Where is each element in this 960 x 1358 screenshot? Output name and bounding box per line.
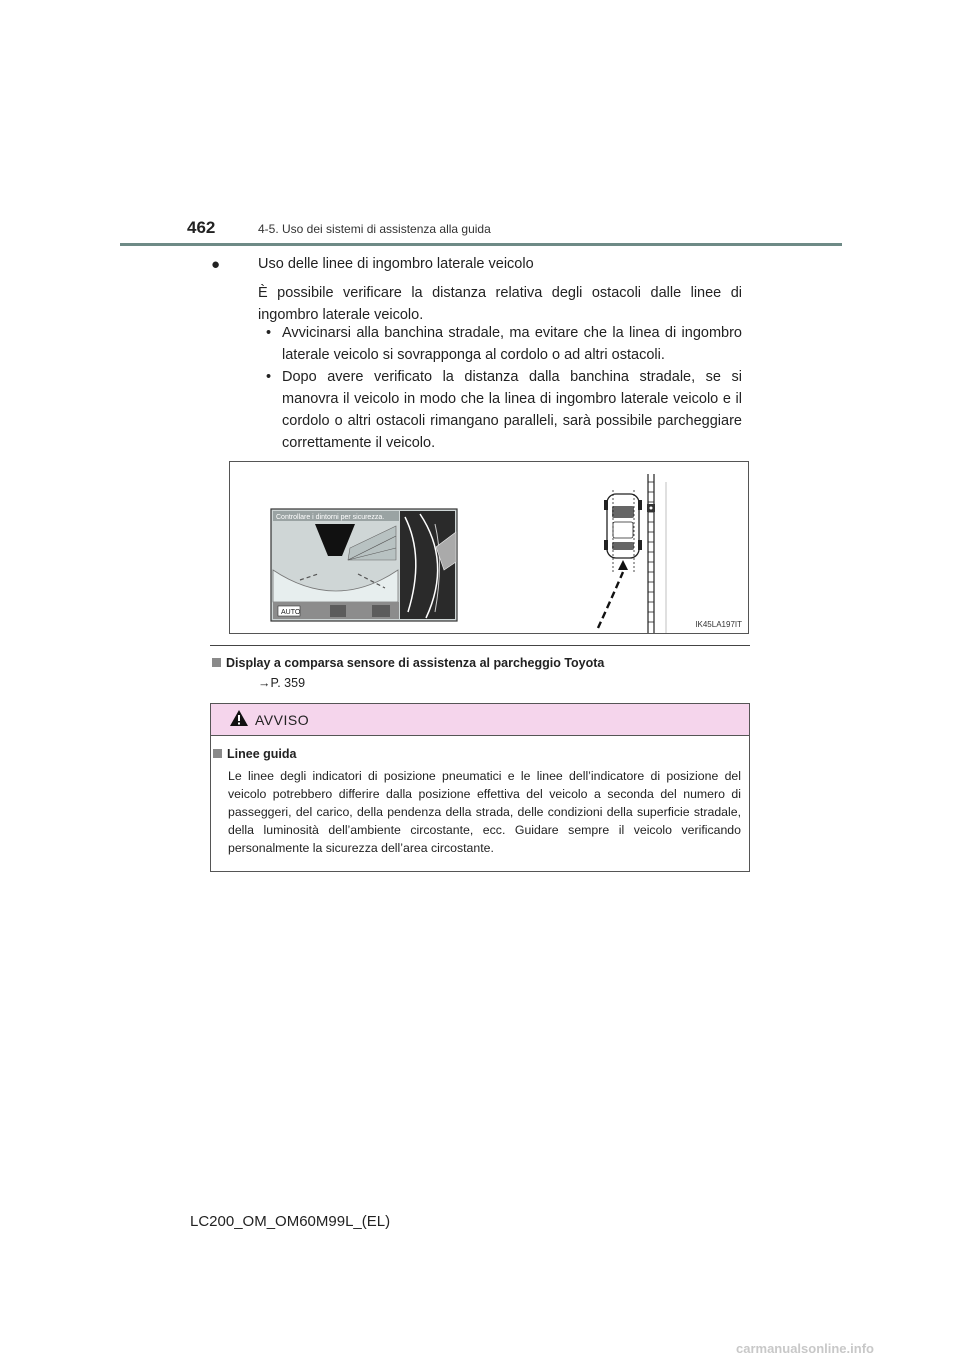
top-down-diagram (598, 474, 666, 633)
page-number: 462 (187, 218, 216, 237)
camera-screen-illustration (271, 509, 457, 621)
footer-watermark: carmanualsonline.info (736, 1341, 874, 1356)
screen-auto-label: AUTO (281, 609, 301, 616)
separator-rule (210, 645, 750, 646)
sub-bullet-text: Dopo avere verificato la distanza dalla banchina stradale, se si manovra il veicolo in modo che la linea di ingombro laterale veicolo e il cordolo o altri ostacoli rimangano paralleli, sarà possibile parcheggiare correttamente il veicolo. (282, 369, 742, 451)
screen-banner: Controllare i dintorni per sicurezza. (276, 514, 385, 521)
header-rule (120, 243, 842, 246)
warning-item-title-text: Linee guida (227, 747, 297, 761)
body-paragraph: È possibile verificare la distanza relativa degli ostacoli dalle linee di ingombro laterale veicolo. (258, 285, 742, 323)
sub-bullet-item (258, 366, 742, 454)
vehicle-icon (604, 490, 642, 572)
warning-box (210, 703, 750, 872)
warning-header (211, 704, 749, 736)
note-heading-text: Display a comparsa sensore di assistenza al parcheggio Toyota (226, 656, 605, 670)
section-header: 4-5. Uso dei sistemi di assistenza alla guida (258, 222, 491, 236)
sub-bullet-text: Avvicinarsi alla banchina stradale, ma evitare che la linea di ingombro laterale veicolo si sovrapponga al cordolo o ad altri ostacoli. (282, 325, 742, 363)
square-bullet-icon (212, 658, 221, 667)
illustration-figure (229, 461, 749, 634)
bullet-heading-text: Uso delle linee di ingombro laterale veicolo (258, 256, 534, 272)
note-heading (212, 656, 604, 670)
warning-title: AVVISO (255, 712, 310, 728)
bullet-mark: • (266, 369, 272, 385)
path-arrow-icon (598, 572, 623, 628)
square-bullet-icon (213, 749, 222, 758)
sub-bullet-list (258, 322, 742, 454)
bullet-heading (211, 256, 534, 273)
warning-triangle-icon (229, 709, 249, 727)
illustration-svg (230, 462, 748, 633)
page-reference: →P. 359 (258, 676, 306, 690)
bullet-mark: • (266, 325, 272, 341)
warning-item-title (213, 747, 296, 761)
sub-bullet-item (258, 322, 742, 366)
figure-code: IK45LA197IT (695, 620, 742, 629)
footer-model-code: LC200_OM_OM60M99L_(EL) (190, 1213, 391, 1230)
bullet-dot-icon: ● (211, 256, 221, 273)
warning-text: Le linee degli indicatori di posizione pneumatici e le linee dell’indicatore di posizione del veicolo potrebbero differire dalla posizione effettiva del veicolo a seconda del numero di passeggeri, del carico, della pendenza della strada, delle condizioni della superficie stradale, della luminosità dell’ambiente circostante, ecc. Guidare sempre il veicolo verificando personalmente la sicurezza dell’area circostante. (228, 769, 741, 855)
